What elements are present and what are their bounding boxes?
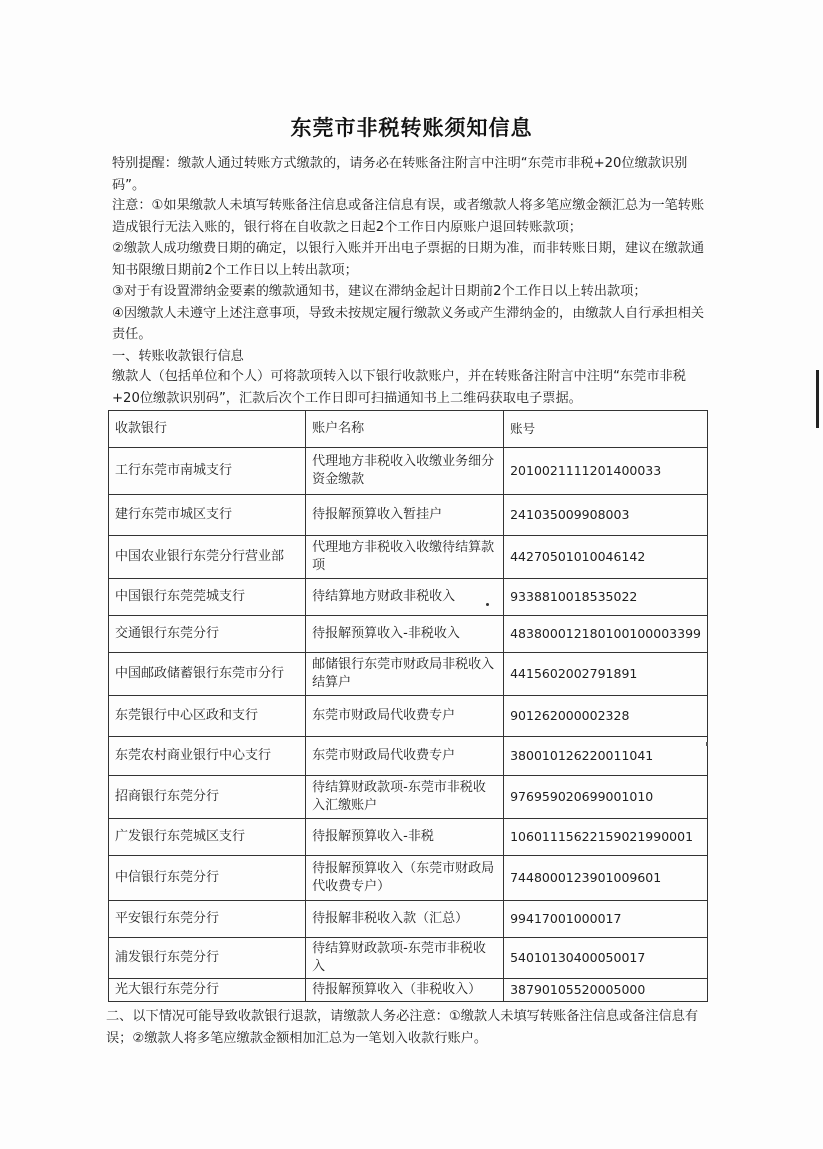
cell-bank: 招商银行东莞分行: [109, 776, 306, 819]
cell-account-name: 东莞市财政局代收费专户: [306, 696, 504, 737]
table-row: [109, 579, 708, 616]
notice-item-4: ④因缴款人未遵守上述注意事项，导致未按规定履行缴款义务或产生滞纳金的，由缴款人自行承担相关责任。: [112, 305, 705, 342]
cell-bank: 中国邮政储蓄银行东莞市分行: [109, 653, 306, 696]
cell-bank: 光大银行东莞分行: [109, 979, 306, 1002]
table-header-row: [109, 411, 708, 448]
cell-account-number: 241035009908003: [504, 495, 708, 536]
page-title: 东莞市非税转账须知信息: [290, 116, 533, 140]
cell-account-number: 44270501010046142: [504, 536, 708, 579]
cell-bank: 中国农业银行东莞分行营业部: [109, 536, 306, 579]
notice-item-1: 注意：①如果缴款人未填写转账备注信息或备注信息有误，或者缴款人将多笔应缴金额汇总为一笔转账造成银行无法入账的，银行将在自收款之日起2个工作日内原账户退回转账款项；: [112, 198, 705, 235]
cell-account-number: 99417001000017: [504, 901, 708, 938]
table-row: [109, 856, 708, 901]
cell-account-number: 38790105520005000: [504, 979, 708, 1002]
cell-bank: 平安银行东莞分行: [109, 901, 306, 938]
cell-bank: 东莞农村商业银行中心支行: [109, 737, 306, 776]
cell-bank: 工行东莞市南城支行: [109, 448, 306, 495]
table-row: [109, 819, 708, 856]
table-row: [109, 979, 708, 1002]
cell-bank: 东莞银行中心区政和支行: [109, 696, 306, 737]
table-row: [109, 901, 708, 938]
table-row: [109, 737, 708, 776]
table-row: [109, 616, 708, 653]
scan-speck: [706, 742, 708, 746]
cell-account-number: 483800012180100100003399: [504, 616, 708, 653]
cell-account-name: 待报解预算收入（非税收入）: [306, 979, 504, 1002]
table-row: [109, 495, 708, 536]
header-account-name: 账户名称: [306, 411, 504, 448]
cell-bank: 浦发银行东莞分行: [109, 938, 306, 979]
table-row: [109, 696, 708, 737]
cell-account-name: 待结算财政款项-东莞市非税收入: [306, 938, 504, 979]
section1-intro: 缴款人（包括单位和个人）可将款项转入以下银行收款账户，并在转账备注附言中注明“东莞市非税+20位缴款识别码”，汇款后次个工作日即可扫描通知书上二维码获取电子票据。: [112, 369, 686, 406]
section1-heading: 一、转账收款银行信息: [112, 349, 244, 364]
bank-table: [108, 410, 708, 1002]
cell-account-name: 代理地方非税收入收缴待结算款项: [306, 536, 504, 579]
cell-account-number: 976959020699001010: [504, 776, 708, 819]
cell-account-number: 933881001853502​2: [504, 579, 708, 616]
cell-bank: 建行东莞市城区支行: [109, 495, 306, 536]
cell-account-name: 待结算财政款项-东莞市非税收入汇缴账户: [306, 776, 504, 819]
table-row: [109, 536, 708, 579]
cell-bank: 中国银行东莞莞城支行: [109, 579, 306, 616]
section2-text: 二、以下情况可能导致收款银行退款，请缴款人务必注意：①缴款人未填写转账备注信息或备注信息有误；②缴款人将多笔应缴款金额相加汇总为一笔划入收款行账户。: [106, 1009, 699, 1046]
cell-bank: 中信银行东莞分行: [109, 856, 306, 901]
cell-account-name: 待结算地方财政非税收入: [306, 579, 504, 616]
cell-bank: 交通银行东莞分行: [109, 616, 306, 653]
cell-account-name: 待报解预算收入-非税收入: [306, 616, 504, 653]
header-bank: 收款银行: [109, 411, 306, 448]
cell-account-name: 待报解预算收入暂挂户: [306, 495, 504, 536]
cell-account-name: 邮储银行东莞市财政局非税收入结算户: [306, 653, 504, 696]
cell-account-number: 380010126220011041: [504, 737, 708, 776]
table-row: [109, 938, 708, 979]
cell-account-number: 7448000123901009601: [504, 856, 708, 901]
scan-speck: [486, 603, 489, 606]
notice-item-3: ③对于有设置滞纳金要素的缴款通知书，建议在滞纳金起计日期前2个工作日以上转出款项；: [112, 284, 647, 299]
special-reminder: 特别提醒：缴款人通过转账方式缴款的，请务必在转账备注附言中注明“东莞市非税+20位缴款识别码”。: [112, 156, 688, 193]
header-account-number: 账号: [504, 411, 708, 448]
notice-item-2: ②缴款人成功缴费日期的确定，以银行入账并开出电子票据的日期为准，而非转账日期，建议在缴款通知书限缴日期前2个工作日以上转出款项；: [112, 241, 705, 278]
table-row: [109, 776, 708, 819]
cell-account-number: 44156020027918​91: [504, 653, 708, 696]
table-row: [109, 653, 708, 696]
table-row: [109, 448, 708, 495]
cell-account-name: 东莞市财政局代收费专户: [306, 737, 504, 776]
cell-account-number: 2010021111201400033: [504, 448, 708, 495]
cell-account-number: 901262000002328: [504, 696, 708, 737]
cell-account-name: 代理地方非税收入收缴业务细分资金缴款: [306, 448, 504, 495]
cell-account-name: 待报解预算收入（东莞市财政局代收费专户）: [306, 856, 504, 901]
cell-account-number: 106011156221590219900​01: [504, 819, 708, 856]
scan-edge-mark: [816, 370, 819, 428]
cell-account-number: 54010130400050017: [504, 938, 708, 979]
cell-account-name: 待报解非税收入款（汇总）: [306, 901, 504, 938]
cell-bank: 广发银行东莞城区支行: [109, 819, 306, 856]
notice-block: [112, 195, 712, 346]
cell-account-name: 待报解预算收入-非税: [306, 819, 504, 856]
